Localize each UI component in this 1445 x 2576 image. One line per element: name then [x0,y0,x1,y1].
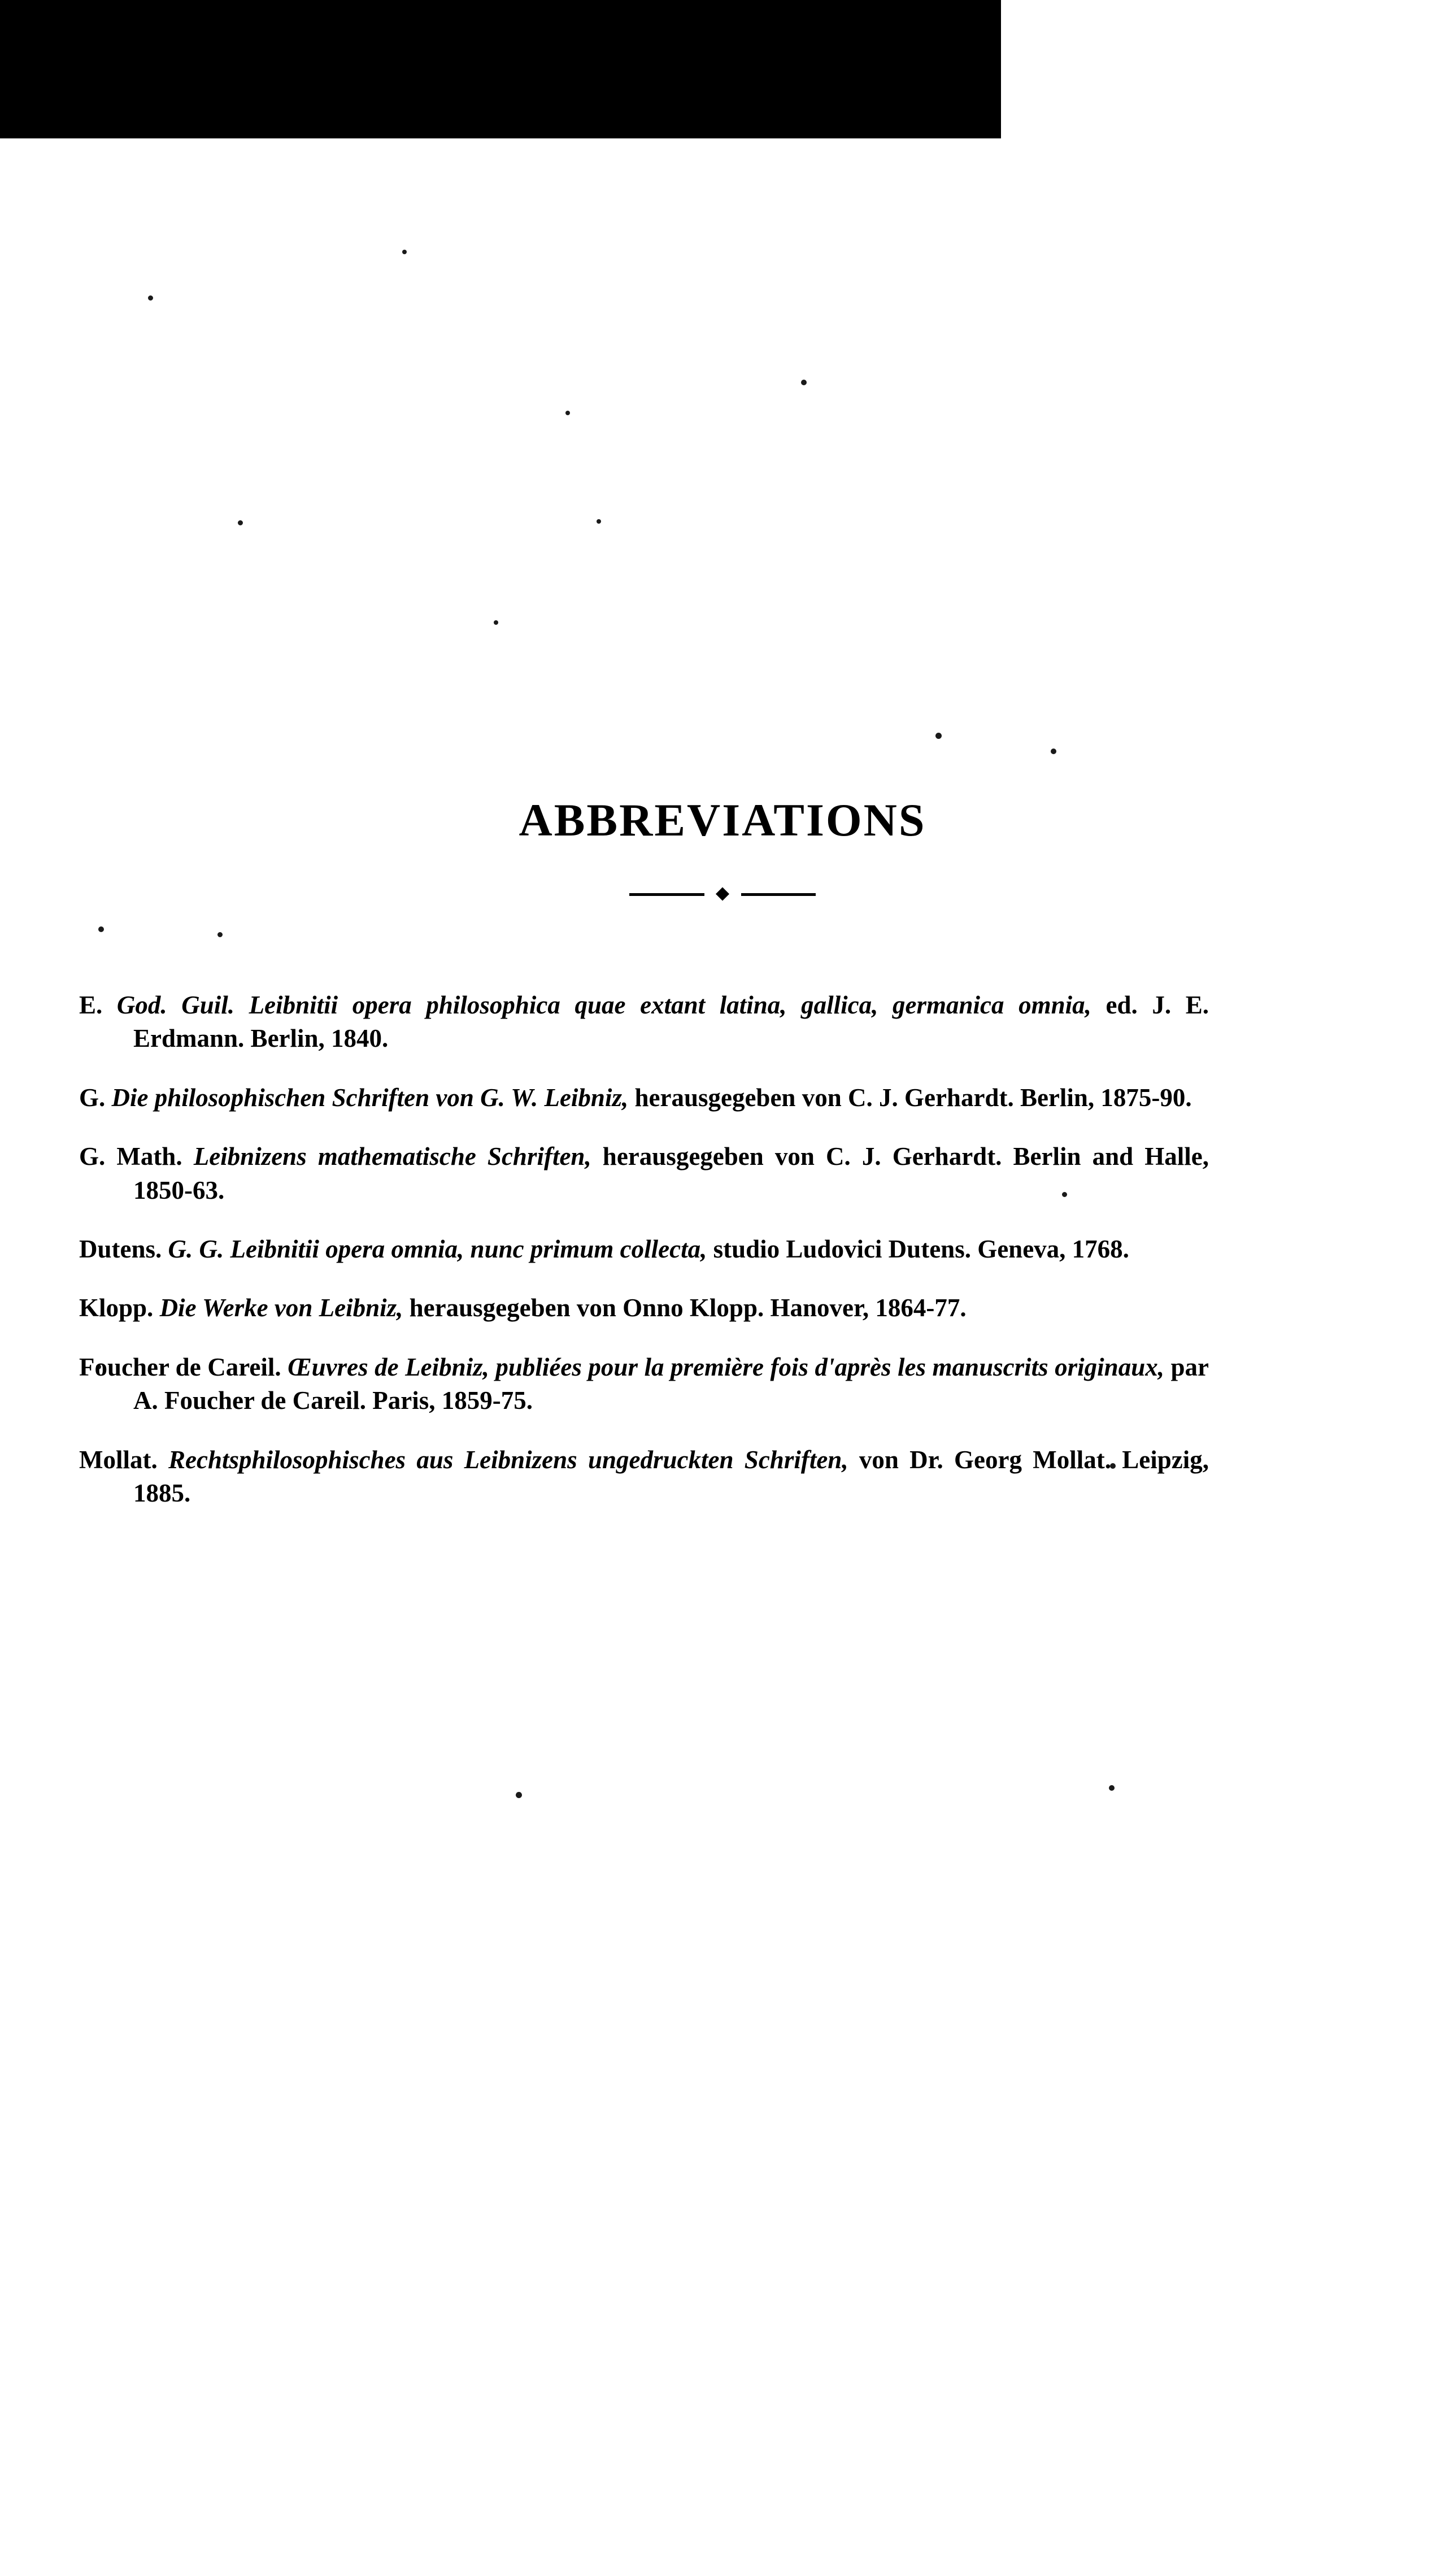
abbrev-title: Die Werke von Leibniz, [159,1294,403,1322]
scan-speck [402,250,407,254]
list-item [79,1233,1209,1266]
abbrev-title: Œuvres de Leibniz, publiées pour la première fois d'après les manuscrits originaux, [288,1352,1164,1381]
abbrev-detail: herausgegeben von C. J. Gerhardt. Berlin, 1875-90. [628,1083,1192,1112]
scan-speck [516,1792,522,1798]
ornamental-divider [629,887,816,902]
abbrev-detail: studio Ludovici Dutens. Geneva, 1768. [707,1234,1129,1263]
list-item [79,1351,1209,1418]
abbrev-sigil: E. [79,991,103,1019]
scan-speck [1051,749,1056,754]
scan-speck [238,520,243,525]
scan-speck [565,411,570,415]
abbrev-sigil: Dutens. [79,1234,162,1263]
abbreviations-list [79,963,1209,1510]
list-item [79,1443,1209,1511]
scan-speck [217,932,223,937]
scan-speck [148,295,153,301]
list-item [79,989,1209,1056]
page-title: ABBREVIATIONS [519,794,926,846]
scan-speck [98,926,104,932]
scan-black-edge [0,0,1001,138]
scan-speck [935,733,942,739]
abbrev-sigil: G. [79,1083,106,1112]
abbrev-detail: herausgegeben von Onno Klopp. Hanover, 1864-77. [403,1294,967,1322]
list-item [79,1140,1209,1207]
abbrev-title: Rechtsphilosophisches aus Leibnizens ungedruckten Schriften, [168,1445,848,1474]
abbrev-title: Die philosophischen Schriften von G. W. Leibniz, [111,1083,629,1112]
abbrev-sigil: G. Math. [79,1142,182,1171]
abbrev-title: Leibnizens mathematische Schriften, [193,1142,591,1171]
abbrev-detail: von Dr. Georg Mollat. Leipzig, 1885. [133,1445,1209,1507]
scan-speck [597,519,601,524]
scan-speck [1109,1785,1115,1791]
scan-speck [801,380,807,385]
abbrev-sigil: Mollat. [79,1445,158,1474]
abbrev-detail: herausgegeben von C. J. Gerhardt. Berlin and Halle, 1850-63. [133,1142,1209,1204]
abbrev-sigil: Klopp. [79,1294,154,1322]
list-item [79,1291,1209,1325]
abbrev-title: G. G. Leibnitii opera omnia, nunc primum collecta, [168,1234,707,1263]
abbrev-detail: ed. J. E. Erdmann. Berlin, 1840. [133,991,1209,1053]
abbrev-title: God. Guil. Leibnitii opera philosophica quae extant latina, gallica, germanica omnia, [116,991,1091,1019]
list-item [79,1081,1209,1115]
scan-speck [494,620,498,625]
abbrev-detail: par A. Foucher de Careil. Paris, 1859-75. [133,1352,1209,1415]
divider-diamond-icon [716,887,729,900]
abbrev-sigil: Foucher de Careil. [79,1352,281,1381]
